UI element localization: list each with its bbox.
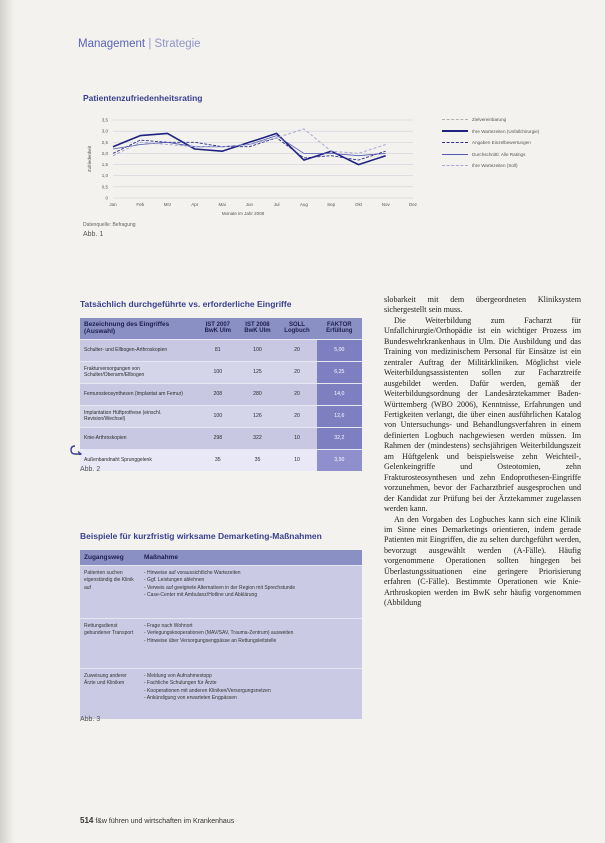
legend-item — [442, 160, 592, 172]
table2-title: Beispiele für kurzfristig wirksame Demarketing-Maßnahmen — [80, 531, 322, 541]
table1-caption: Abb. 2 — [80, 466, 101, 473]
y-tick-label: 2,0 — [101, 150, 108, 156]
body-paragraph: slobarkeit mit dem übergeordneten Kliniksystem sichergestellt sein muss. — [384, 295, 581, 315]
procedures-table — [80, 318, 362, 471]
measure-item: - Meldung von Aufnahmestopp — [144, 673, 212, 679]
table1-title: Tatsächlich durchgeführte vs. erforderliche Eingriffe — [80, 299, 292, 309]
legend-swatch — [442, 130, 468, 132]
cell-procedure: Außenbandnaht Sprunggelenk — [80, 449, 198, 471]
legend-label: Ihre Wartezeiten (Soll) — [472, 163, 518, 169]
header-section: Management — [78, 38, 146, 50]
legend-item — [442, 114, 592, 126]
journal-name: f&w führen und wirtschaften im Krankenhaus — [95, 818, 235, 825]
page-footer — [80, 816, 234, 825]
table-row — [80, 383, 362, 405]
table-row — [80, 405, 362, 427]
col-header-ist-2007: IST 2007 BwK Ulm — [198, 318, 238, 339]
cell-ist-2007: 35 — [198, 449, 238, 471]
measure-item: - Verweis auf geeignete Alternativen in der Region mit Sprechstunde — [144, 584, 296, 591]
cell-procedure: Frakturversorgungen von Schulter/Oberarm/Ellbogen — [80, 361, 198, 383]
y-axis-label: Zufriedenheit — [87, 145, 92, 173]
y-tick-label: 1,5 — [101, 162, 108, 168]
cell-ist-2008: 100 — [238, 339, 278, 361]
col-header-measures: Maßnahme — [140, 550, 362, 566]
legend-label: Zielvereinbarung — [472, 117, 507, 123]
table-row — [80, 566, 362, 619]
table-row — [80, 339, 362, 361]
measure-item: - Ggf. Leistungen ablehnen — [144, 577, 205, 584]
header-separator: | — [148, 38, 152, 50]
table-row-highlighted — [80, 449, 362, 471]
legend-item — [442, 137, 592, 149]
body-paragraph: Die Weiterbildung zum Facharzt für Unfallchirurgie/Orthopädie ist ein wichtiger Prozess im Bundeswehrkrankenhaus in Ulm. Die Ausbildung und das Training von medizinischem Personal für Einsätze ist ein zentraler Auftrag der Militärkliniken. Möglichst viele Weiterbildungsassistenten sollen zur Facharztreife ausgebildet werden. Dafür werden, gemäß der Weiterbildungsordnung der Landesärztekammer Baden-Württemberg (WBO 2006), Kenntnisse, Erfahrungen und Fertigkeiten verlangt, die über einen ausführlichen Katalog von Untersuchungs- und Behandlungsverfahren in einem definierten Logbuch nachgewiesen werden müssen. Im Rahmen der (mindestens) sechsjährigen Weiterbildungszeit am Hüftgelenk und beispielsweise zehn Weichteil-, Gelenkeingriffe und Osteotomien, zehn Frakturosteosynthesen und zehn Endoprothesen-Eingriffe vorzunehmen, bevor der Facharztbrief ausgesprochen und der Kandidat zur Prüfung bei der Ärztekammer zugelassen werden kann. — [384, 315, 581, 514]
cell-ist-2008: 322 — [238, 427, 278, 449]
x-tick-label: Aug — [299, 202, 308, 207]
chart-legend — [442, 114, 592, 172]
cell-procedure: Knie-Arthroskopien — [80, 427, 198, 449]
x-tick-label: Sep — [327, 202, 336, 207]
series-line — [113, 138, 386, 160]
highlight-arrow-icon — [70, 445, 82, 455]
cell-faktor: 14,0 — [317, 383, 362, 405]
chart1-title: Patientenzufriedenheitsrating — [83, 93, 203, 103]
cell-measures — [140, 619, 362, 669]
col-header-soll: SOLL Logbuch — [277, 318, 316, 339]
x-axis-label: Monate im Jahr 2008 — [221, 211, 265, 216]
y-tick-label: 2,5 — [101, 139, 108, 145]
y-tick-label: 3,5 — [101, 117, 108, 123]
legend-swatch — [442, 142, 468, 143]
cell-procedure: Femurosteosynthesen (Implantat am Femur) — [80, 383, 198, 405]
col-header-access: Zugangsweg — [80, 550, 140, 566]
legend-label: Ihre Wartezeiten (Unfallchirurgie) — [472, 128, 540, 134]
cell-soll: 20 — [277, 405, 316, 427]
chart1-source-note: Datenquelle: Befragung — [83, 222, 136, 228]
chart1-caption: Abb. 1 — [83, 231, 104, 238]
cell-ist-2007: 81 — [198, 339, 238, 361]
page-number: 514 — [80, 816, 94, 825]
cell-soll: 20 — [277, 361, 316, 383]
cell-access: Zuweisung anderer Ärzte und Kliniken — [80, 669, 140, 719]
x-tick-label: Feb — [136, 202, 145, 207]
cell-ist-2008: 35 — [238, 449, 278, 471]
table-header-row — [80, 550, 362, 566]
table2-caption: Abb. 3 — [80, 716, 101, 723]
cell-ist-2008: 280 — [238, 383, 278, 405]
legend-swatch — [442, 165, 468, 166]
cell-access: Patienten suchen eigenständig die Klinik auf — [80, 566, 140, 619]
cell-ist-2007: 100 — [198, 361, 238, 383]
measure-item: - Verlegungskooperationen (MAV/SAV, Trauma-Zentrum) ausweiten — [144, 630, 294, 637]
cell-soll: 10 — [277, 449, 316, 471]
header-subsection: Strategie — [154, 38, 201, 50]
x-tick-label: Jul — [273, 202, 280, 207]
table-row — [80, 669, 362, 719]
cell-faktor: 5,00 — [317, 339, 362, 361]
cell-ist-2007: 100 — [198, 405, 238, 427]
measure-item: - Case-Center mit Ambulanz/Hotline und Abklärung — [144, 591, 258, 598]
measure-item: - Fachliche Schulungen für Ärzte — [144, 680, 217, 687]
cell-faktor: 12,6 — [317, 405, 362, 427]
cell-faktor: 32,2 — [317, 427, 362, 449]
running-header — [78, 38, 201, 50]
x-tick-label: Mai — [218, 202, 226, 207]
cell-ist-2007: 298 — [198, 427, 238, 449]
col-header-faktor: FAKTOR Erfüllung — [317, 318, 362, 339]
cell-soll: 10 — [277, 427, 316, 449]
legend-label: Durchschnittl. Alle Ratings — [472, 151, 526, 157]
x-tick-label: Dez — [408, 202, 418, 207]
legend-item — [442, 126, 592, 138]
measure-item: - Kooperationen mit anderen Kliniken/Versorgungsnetzen — [144, 687, 271, 694]
x-tick-label: Jan — [109, 202, 117, 207]
legend-item — [442, 149, 592, 161]
x-tick-label: Nov — [381, 202, 390, 207]
table-row — [80, 361, 362, 383]
cell-ist-2008: 126 — [238, 405, 278, 427]
measure-item: - Hinweise über Versorgungsengpässe an Rettungsleitstelle — [144, 637, 277, 644]
series-line — [113, 133, 386, 164]
cell-measures — [140, 566, 362, 619]
body-paragraph: An den Vorgaben des Logbuches kann sich eine Klinik im Sinne eines Demarketings orientieren, indem gerade Patienten mit Eingriffen, die zu selten durchgeführt werden, bevorzugt ausgewählt werden (A-Fälle). Häufig vorgenommene Operationen sollten hingegen bei Überlastungssituationen eine geringere Priorisierung erfahren (C-Fälle). Bestimmte Operationen wie Knie-Arthroskopien werden im BwK sehr häufig vorgenommen (Abbildung — [384, 514, 581, 608]
col-header-procedure: Bezeichnung des Eingriffes (Auswahl) — [80, 318, 198, 339]
x-tick-label: Apr — [191, 202, 199, 207]
y-tick-label: 0,5 — [101, 184, 108, 190]
page-shadow — [0, 0, 14, 843]
measure-item: - Hinweise auf voraussichtliche Wartezeiten — [144, 570, 241, 576]
demarketing-table — [80, 550, 362, 719]
cell-procedure: Implantation Hüftprothese (einschl. Revision/Wechsel) — [80, 405, 198, 427]
y-tick-label: 3,0 — [101, 128, 108, 134]
legend-label: Angaben Einzelbewertungen — [472, 140, 531, 146]
x-tick-label: Mrz — [163, 202, 172, 207]
x-tick-label: Jun — [245, 202, 253, 207]
cell-soll: 20 — [277, 339, 316, 361]
measure-item: - Frage nach Wohnort — [144, 623, 193, 629]
legend-swatch — [442, 119, 468, 120]
col-header-ist-2008: IST 2008 BwK Ulm — [238, 318, 278, 339]
y-tick-label: 1,0 — [101, 173, 108, 179]
cell-faktor: 3,50 — [317, 449, 362, 471]
legend-swatch — [442, 154, 468, 155]
cell-procedure: Schulter- und Ellbogen-Arthroskopien — [80, 339, 198, 361]
cell-ist-2007: 208 — [198, 383, 238, 405]
table-row — [80, 427, 362, 449]
cell-measures — [140, 669, 362, 719]
cell-access: Rettungsdienst gebundener Transport — [80, 619, 140, 669]
cell-soll: 20 — [277, 383, 316, 405]
article-body — [384, 295, 581, 609]
table-header-row — [80, 318, 362, 339]
measure-item: - Ankündigung von erwarteten Engpässen — [144, 694, 237, 701]
satisfaction-line-chart — [83, 112, 433, 222]
cell-faktor: 6,25 — [317, 361, 362, 383]
y-tick-label: 0 — [105, 195, 108, 201]
table-row — [80, 619, 362, 669]
cell-ist-2008: 125 — [238, 361, 278, 383]
x-tick-label: Okt — [354, 202, 362, 207]
